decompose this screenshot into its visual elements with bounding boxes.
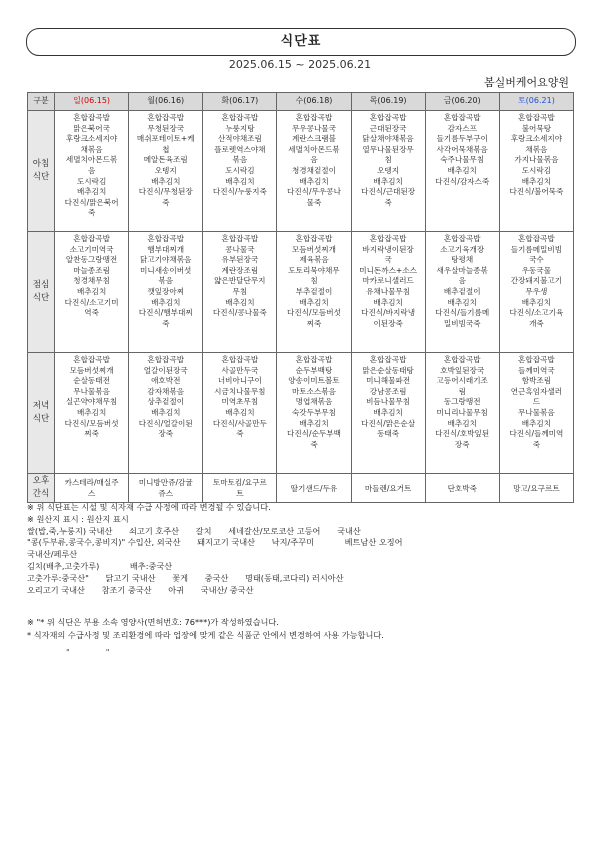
menu-cell xyxy=(499,353,573,474)
menu-item: 고등어시래기조 xyxy=(436,376,488,386)
menu-item: 콩나물국 xyxy=(225,244,255,254)
menu-cell xyxy=(425,474,499,503)
menu-item: 배추김치 xyxy=(521,297,552,307)
menu-cell xyxy=(129,111,203,232)
menu-item: 림 xyxy=(458,386,466,396)
menu-item: 배추김치 xyxy=(447,297,477,307)
menu-item: 메알돈육조림 xyxy=(143,155,188,165)
menu-item: 트 xyxy=(236,489,244,498)
menu-item: 감자채볶음 xyxy=(147,386,185,396)
menu-item: 혼합잡곡밥 xyxy=(295,355,333,364)
menu-cell xyxy=(351,474,425,503)
menu-item: 플로렛역스야채 xyxy=(214,144,266,154)
menu-item: 혼합잡곡밥 xyxy=(369,113,407,122)
meal-label-lunch xyxy=(28,232,55,353)
menu-item: 배추김치 xyxy=(447,418,477,428)
menu-item: 계란스크램블 xyxy=(291,134,336,144)
origin-crab: 꽃게 xyxy=(172,572,188,583)
header-day-fri: 금(06.20) xyxy=(425,93,499,111)
meal-label-text: 식단 xyxy=(32,414,50,424)
origin-squid: 베트남산 오징어 xyxy=(344,537,403,548)
menu-item: 동태죽 xyxy=(377,429,400,439)
menu-cell xyxy=(351,353,425,474)
menu-item: 숙주나물무침 xyxy=(440,155,485,165)
menu-item: 배추김치 xyxy=(299,297,329,307)
menu-cell xyxy=(351,232,425,353)
menu-item: 도시락김 xyxy=(225,165,255,175)
menu-item: 열무나물된장무 xyxy=(362,144,414,154)
menu-item: 찌죽 xyxy=(84,429,99,439)
origin-pork: 돼지고기 국내산 xyxy=(197,537,256,548)
origin-crab-country: 중국산 xyxy=(204,572,229,583)
menu-cell xyxy=(499,232,573,353)
menu-item: 역죽 xyxy=(84,308,99,318)
menu-item: 혼합잡곡밥 xyxy=(443,234,481,243)
menu-item: 배추겉절이 xyxy=(443,286,481,296)
menu-item: 찌죽 xyxy=(306,318,322,328)
menu-item: 개죽 xyxy=(529,318,544,328)
menu-cell xyxy=(129,232,203,353)
menu-cell xyxy=(425,232,499,353)
menu-item: 다진식/맑은북어 xyxy=(64,197,119,207)
meal-label-dinner xyxy=(28,353,55,474)
menu-item: 얇은반달단무지 xyxy=(214,276,266,286)
menu-item: 토마토킴/요구르 xyxy=(212,478,267,488)
menu-item: 후랑크소세지야 xyxy=(65,134,118,144)
menu-item: 장죽 xyxy=(454,439,470,449)
menu-item: 양송이미트볼토 xyxy=(288,376,340,386)
menu-item: 혼합잡곡밥 xyxy=(518,234,555,243)
origin-monkfish-country: 국내산/ 중국산 xyxy=(200,584,254,595)
menu-cell xyxy=(55,474,129,503)
menu-cell xyxy=(129,474,203,503)
menu-item: 근대된장국 xyxy=(369,123,407,133)
menu-item: 너비아니구이 xyxy=(217,376,262,386)
menu-item: 오뎅지 xyxy=(154,165,177,175)
header-day-tue: 화(06.17) xyxy=(203,93,277,111)
menu-item: 혼합잡곡밥 xyxy=(443,113,481,122)
menu-item: 호박잎된장국 xyxy=(440,365,485,375)
page-title: 식단표 xyxy=(26,28,576,56)
menu-item: 채볶음 xyxy=(80,144,103,154)
menu-item: 배추김치 xyxy=(373,176,403,186)
menu-item: 사골만두국 xyxy=(221,365,259,375)
menu-item: 음 xyxy=(310,155,318,165)
menu-item: 죽 xyxy=(162,197,170,207)
meal-row-dinner xyxy=(28,353,574,474)
menu-item: 다진식/불어묵죽 xyxy=(509,187,564,197)
menu-item: 죽 xyxy=(162,318,170,328)
menu-item: 도시락김 xyxy=(521,165,552,175)
menu-item: 죽 xyxy=(384,197,392,207)
origin-hairtail: 갈치 xyxy=(195,525,212,536)
meal-label-text: 아침 xyxy=(32,159,50,169)
footer-notes xyxy=(27,616,587,642)
menu-item: 매쉬포테이토+케 xyxy=(136,134,195,144)
menu-item: 모듬버섯찌개 xyxy=(291,244,336,254)
menu-item: 유채나물무침 xyxy=(366,286,411,296)
origin-mackerel: 국내산 xyxy=(337,525,361,536)
menu-item: 마들렌/요거트 xyxy=(364,483,412,493)
menu-item: 소고기미역국 xyxy=(69,244,114,254)
note-origin-line: 국내산/페루산 xyxy=(27,549,78,560)
origin-duck: 오리고기 국내산 xyxy=(27,584,85,595)
menu-item: 배추김치 xyxy=(151,297,181,307)
meal-row-breakfast xyxy=(28,111,574,232)
menu-item: 무청된장국 xyxy=(147,123,185,133)
menu-item: 들기름두부구이 xyxy=(436,134,488,144)
menu-item: 배추김치 xyxy=(76,286,107,296)
weekly-menu-table xyxy=(27,92,574,503)
quote-open: " xyxy=(66,648,70,657)
menu-item: 배추김치 xyxy=(299,418,329,428)
menu-item: 망고/요구르트 xyxy=(513,483,560,493)
menu-item: 동그랑땡전 xyxy=(443,397,481,407)
menu-item: 배추김치 xyxy=(151,407,181,417)
menu-cell xyxy=(55,111,129,232)
menu-cell xyxy=(277,353,351,474)
meal-label-snack xyxy=(28,474,55,503)
menu-item: 혼합잡곡밥 xyxy=(295,113,333,122)
menu-item: 혼합잡곡밥 xyxy=(443,355,481,364)
menu-item: 혼합잡곡밥 xyxy=(518,355,555,364)
origin-beef: 쇠고기 호주산 xyxy=(129,525,180,536)
menu-item: 다진식/근대된장 xyxy=(361,187,416,197)
menu-item: 미니리나물무침 xyxy=(436,407,488,417)
menu-item: 무침 xyxy=(232,286,248,296)
menu-item: 함박조림 xyxy=(521,376,552,386)
menu-item: 죽 xyxy=(236,429,244,439)
quote-marks xyxy=(66,648,109,657)
menu-item: 배추김치 xyxy=(521,418,552,428)
menu-item: 미역초무침 xyxy=(221,397,259,407)
menu-cell xyxy=(351,111,425,232)
menu-item: 청경채무침 xyxy=(73,276,110,286)
menu-item: 배추김치 xyxy=(225,407,255,417)
menu-cell xyxy=(277,111,351,232)
menu-cell xyxy=(425,353,499,474)
menu-item: 다진식/순두부백 xyxy=(287,429,341,439)
menu-item: 침 xyxy=(384,155,392,165)
menu-item: 배추김치 xyxy=(373,297,403,307)
menu-item: 배추김치 xyxy=(151,176,181,186)
menu-item: 미니새송이버섯 xyxy=(140,265,192,275)
menu-item: 첩 xyxy=(162,144,170,154)
meal-row-snack xyxy=(28,474,574,503)
menu-item: 비듬나물무침 xyxy=(366,397,411,407)
menu-item: 배추김치 xyxy=(76,187,107,197)
menu-item: 순살동태전 xyxy=(73,376,110,386)
menu-item: 배추김치 xyxy=(76,407,107,417)
menu-item: 무우콩나물국 xyxy=(291,123,336,133)
menu-item: 미니돈까스+소스 xyxy=(359,265,417,275)
meal-label-text: 오후 xyxy=(32,476,50,486)
menu-item: 다진식/들기름메 xyxy=(435,308,490,318)
meal-label-text: 간식 xyxy=(32,489,50,499)
menu-item: 간장돼지불고기 xyxy=(510,276,563,286)
header-day-thu: 목(06.19) xyxy=(351,93,425,111)
menu-item: 제육볶음 xyxy=(299,255,329,265)
menu-item: 혼합잡곡밥 xyxy=(369,234,407,243)
menu-item: 단호박죽 xyxy=(447,483,477,493)
origin-bean: "콩(두부류,콩국수,콩비지)" 수입산, 외국산 xyxy=(27,537,181,548)
menu-item: 미니방만쥬/감귤 xyxy=(138,478,193,488)
menu-item: 무우생 xyxy=(525,286,548,296)
table-header-row xyxy=(28,93,574,111)
menu-item: 장죽 xyxy=(158,429,174,439)
meal-row-lunch xyxy=(28,232,574,353)
menu-item: 애호박전 xyxy=(151,376,181,386)
menu-item: 다진식/모듬버섯 xyxy=(287,308,341,318)
origin-kimchi: 김치(배추,고춧가루) xyxy=(27,560,100,571)
menu-item: 세멸치아몬드볶 xyxy=(288,144,340,154)
origin-cabbage: 배추:중국산 xyxy=(129,560,173,571)
header-day-sat: 토(06.21) xyxy=(499,93,573,111)
menu-item: 마토소스볶음 xyxy=(291,386,336,396)
menu-item: 다진식/얼갈이된 xyxy=(138,418,193,428)
menu-item: 우동국물 xyxy=(521,265,552,275)
menu-item: 새우살마늘종볶 xyxy=(436,265,488,275)
meal-label-breakfast xyxy=(28,111,55,232)
menu-item: 도토리묵야채무 xyxy=(288,265,340,275)
menu-item: 배추김치 xyxy=(521,176,552,186)
menu-item: 혼합잡곡밥 xyxy=(369,355,407,364)
menu-item: 오뎅지 xyxy=(377,165,400,175)
origin-chicken: 닭고기 국내산 xyxy=(105,572,156,583)
menu-item: 혼합잡곡밥 xyxy=(73,355,110,364)
menu-item: 다진식/모듬버섯 xyxy=(64,418,119,428)
menu-item: 후랑크소세지야 xyxy=(510,134,563,144)
menu-item: 소고기육개장 xyxy=(440,244,485,254)
menu-item: 배추김치 xyxy=(373,407,403,417)
menu-item: 닭살채야채볶음 xyxy=(362,134,414,144)
menu-item: 침 xyxy=(310,276,318,286)
menu-item: 산적야채조림 xyxy=(217,134,262,144)
menu-cell xyxy=(425,111,499,232)
menu-item: 미니해물파전 xyxy=(366,376,411,386)
menu-item: 혼합잡곡밥 xyxy=(147,234,185,243)
menu-item: 세멸치아몬드볶 xyxy=(65,155,118,165)
menu-item: 명엽채볶음 xyxy=(295,397,333,407)
menu-item: 다진식/소고기미 xyxy=(64,297,119,307)
menu-item: 스 xyxy=(87,489,96,498)
menu-item: 사각어묵채볶음 xyxy=(436,144,488,154)
meal-label-text: 식단 xyxy=(32,293,50,303)
dietitian-note: ※ "* 위 식단은 부용 소속 영양사(면허번호: 76***)가 작성하였습니다. xyxy=(27,617,279,627)
header-corner: 구분 xyxy=(28,93,55,111)
menu-item: 혼합잡곡밥 xyxy=(221,355,259,364)
origin-pollack: 명태(동태,코다리) 러시아산 xyxy=(244,572,344,583)
menu-item: 바지락냉이된장 xyxy=(362,244,414,254)
menu-item: 연근흑임자샐러 xyxy=(510,386,563,396)
menu-item: 깻잎장아찌 xyxy=(147,286,185,296)
menu-item: 밀비빔국죽 xyxy=(443,318,481,328)
substitution-note: * 식자재의 수급사정 및 조리환경에 따라 업장에 맞게 같은 식품군 안에서 변경하여 사용 가능합니다. xyxy=(27,630,384,640)
menu-item: 강남콩조림 xyxy=(369,386,407,396)
menu-item: 불어묵탕 xyxy=(521,123,552,133)
menu-item: 죽 xyxy=(532,439,541,449)
menu-item: 무나물볶음 xyxy=(518,407,555,417)
meal-label-text: 점심 xyxy=(32,280,50,290)
menu-item: 순두부백탕 xyxy=(295,365,333,375)
menu-item: 실곤약야채무침 xyxy=(65,397,118,407)
menu-cell xyxy=(277,474,351,503)
menu-item: 죽 xyxy=(87,208,96,218)
origin-octopus: 낙지/주꾸미 xyxy=(271,537,314,548)
menu-item: 누룽지탕 xyxy=(225,123,255,133)
menu-item: 배추김치 xyxy=(299,176,329,186)
menu-item: 들께미역국 xyxy=(518,365,555,375)
note-origin-title: ※ 원산지 표시 : 원산지 표시 xyxy=(27,513,129,524)
origin-rice: 쌀(밥,죽,누룽지) 국내산 xyxy=(27,525,113,536)
menu-item: 이된장죽 xyxy=(373,318,403,328)
menu-item: 다진식/소고기육 xyxy=(509,308,564,318)
origin-hairtail-country: 세네갈산/모로코산 고등어 xyxy=(228,525,321,536)
note-origin-line xyxy=(27,573,587,585)
menu-item: 계란장조림 xyxy=(221,265,259,275)
menu-cell xyxy=(203,353,277,474)
menu-item: 모듬버섯찌개 xyxy=(69,365,114,375)
menu-item: 다진식/누룽지죽 xyxy=(212,187,267,197)
menu-item: 혼합잡곡밥 xyxy=(73,234,110,243)
menu-item: 다진식/호박잎된 xyxy=(435,429,490,439)
menu-item: 다진식/바지락냉 xyxy=(361,308,416,318)
menu-item: 상추겉절이 xyxy=(147,397,185,407)
menu-item: 음 xyxy=(87,165,96,175)
menu-item: 도시락김 xyxy=(76,176,107,186)
menu-item: 유부된장국 xyxy=(221,255,259,265)
menu-item: 국수 xyxy=(529,255,544,265)
menu-item: 다진식/들께미역 xyxy=(509,429,564,439)
menu-item: 닭고기야채볶음 xyxy=(140,255,192,265)
menu-item: 딸기샌드/두유 xyxy=(290,483,338,493)
menu-cell xyxy=(277,232,351,353)
note-origin-line xyxy=(27,585,587,597)
header-day-mon: 월(06.16) xyxy=(129,93,203,111)
menu-cell xyxy=(129,353,203,474)
menu-item: 다진식/감자스죽 xyxy=(435,176,490,186)
menu-item: 감자스프 xyxy=(447,123,477,133)
menu-item: 마카로니샐러드 xyxy=(362,276,414,286)
menu-item: 청경채겉절이 xyxy=(291,165,336,175)
menu-item: 가지나물볶음 xyxy=(514,155,559,165)
menu-item: 다진식/사골만두 xyxy=(212,418,267,428)
menu-item: 음 xyxy=(458,276,466,286)
menu-item: 카스테라/매실주 xyxy=(64,478,119,488)
menu-item: 볶음 xyxy=(232,155,248,165)
menu-cell xyxy=(499,111,573,232)
menu-item: 맑은순살동태탕 xyxy=(362,365,414,375)
menu-item: 알찬동그랑땡전 xyxy=(65,255,118,265)
menu-item: 배추김치 xyxy=(447,165,477,175)
menu-item: 혼합잡곡밥 xyxy=(518,113,555,122)
note-origin-line xyxy=(27,561,587,573)
menu-item: 다진식/햄부대찌 xyxy=(138,308,193,318)
menu-item: 맑은북어국 xyxy=(73,123,110,133)
menu-cell xyxy=(203,111,277,232)
menu-cell xyxy=(55,232,129,353)
menu-item: 혼합잡곡밥 xyxy=(147,355,185,364)
menu-item: 혼합잡곡밥 xyxy=(221,234,259,243)
menu-item: 얼갈이된장국 xyxy=(143,365,188,375)
origin-croaker: 참조기 중국산 xyxy=(101,584,152,595)
facility-name: 봄실버케어요양원 xyxy=(483,76,569,89)
menu-item: 마늘종조림 xyxy=(73,265,110,275)
menu-item: 탕평채 xyxy=(451,255,474,265)
menu-item: 무나물볶음 xyxy=(73,386,110,396)
menu-item: 볶음 xyxy=(158,276,174,286)
quote-close: " xyxy=(105,648,110,657)
menu-item: 다진식/맑은순살 xyxy=(361,418,416,428)
menu-item: 부추겉절이 xyxy=(295,286,333,296)
menu-item: 혼합잡곡밥 xyxy=(73,113,110,122)
menu-item: 배추김치 xyxy=(225,297,255,307)
notes-section xyxy=(27,502,587,596)
menu-item: 혼합잡곡밥 xyxy=(147,113,185,122)
menu-item: 혼합잡곡밥 xyxy=(221,113,259,122)
menu-item: 배추김치 xyxy=(225,176,255,186)
menu-period: 2025.06.15 ~ 2025.06.21 xyxy=(228,58,372,71)
menu-item: 죽 xyxy=(310,439,318,449)
menu-cell xyxy=(499,474,573,503)
menu-item: 국 xyxy=(384,255,392,265)
menu-item: 채볶음 xyxy=(525,144,548,154)
menu-item: 다진식/무우콩나 xyxy=(287,187,341,197)
menu-cell xyxy=(55,353,129,474)
note-origin-line xyxy=(27,526,587,538)
menu-cell xyxy=(203,474,277,503)
menu-item: 다진식/무청된장 xyxy=(138,187,193,197)
menu-item: 쥬스 xyxy=(158,489,174,498)
origin-monkfish: 아귀 xyxy=(168,584,185,595)
meal-label-text: 저녁 xyxy=(32,401,50,411)
menu-item: 숙갓두부무침 xyxy=(291,407,336,417)
menu-item: 물죽 xyxy=(306,197,322,207)
origin-pepper: 고춧가루:중국산" xyxy=(27,572,89,583)
menu-item: 햄부대찌개 xyxy=(147,244,185,254)
header-day-wed: 수(06.18) xyxy=(277,93,351,111)
note-change-notice: ※ 위 식단표는 시설 및 식자재 수급 사정에 따라 변경될 수 있습니다. xyxy=(27,502,271,512)
menu-item: 다진식/콩나물죽 xyxy=(212,308,267,318)
meal-label-text: 식단 xyxy=(32,172,50,182)
menu-item: 드 xyxy=(532,397,541,407)
note-origin-line xyxy=(27,537,587,549)
header-day-sun: 일(06.15) xyxy=(55,93,129,111)
menu-cell xyxy=(203,232,277,353)
menu-item: 혼합잡곡밥 xyxy=(295,234,333,243)
menu-item: 시금치나물무침 xyxy=(214,386,266,396)
menu-item: 들기름메밀비빔 xyxy=(510,244,563,254)
